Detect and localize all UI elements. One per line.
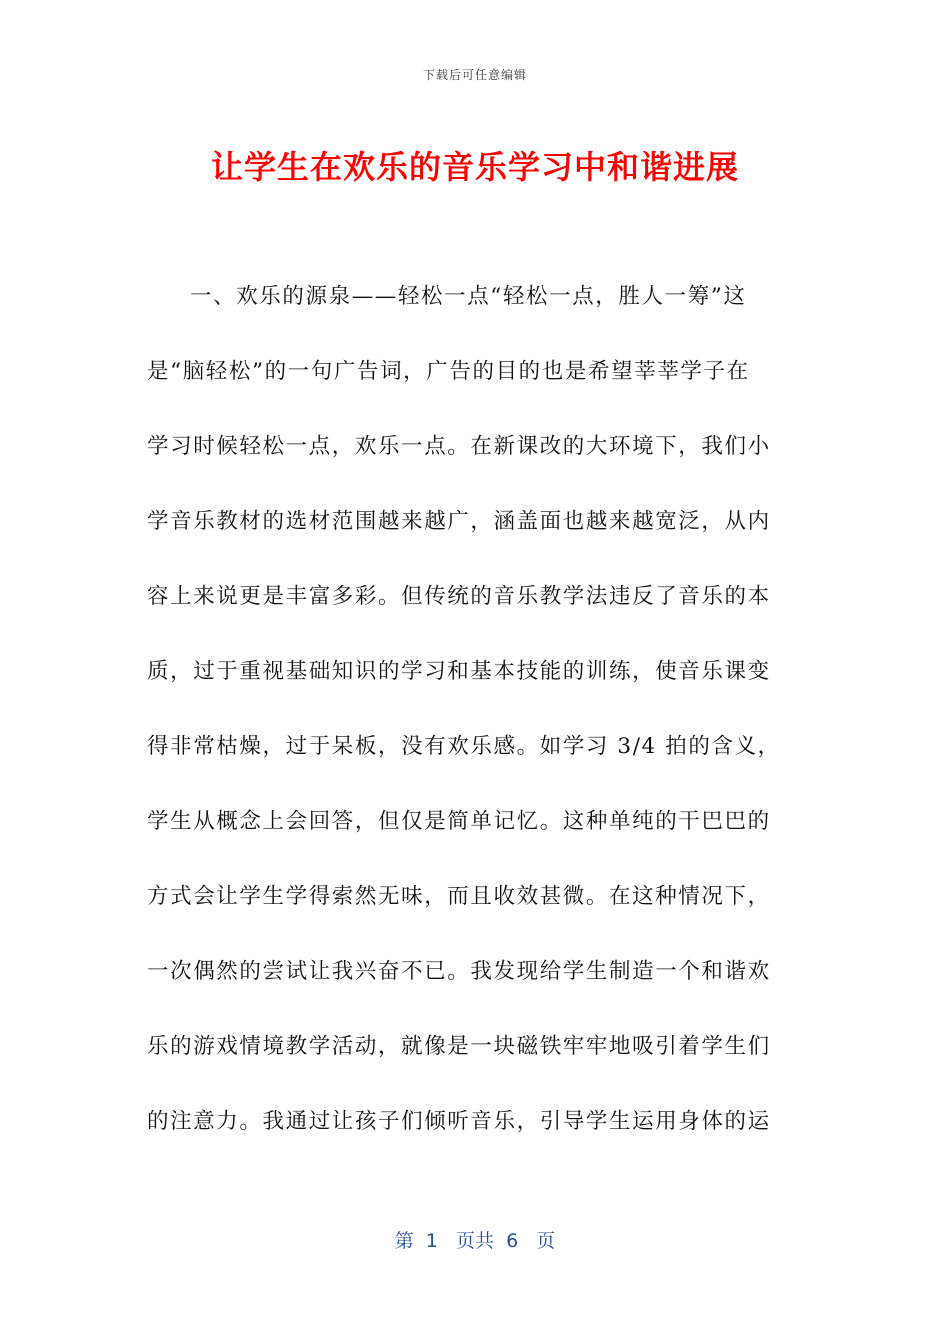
body-line: 学习时候轻松一点，欢乐一点。在新课改的大环境下，我们小 <box>147 434 771 459</box>
body-line: 的注意力。我通过让孩子们倾听音乐，引导学生运用身体的运 <box>147 1109 771 1134</box>
page-header-note: 下载后可任意编辑 <box>422 68 527 82</box>
document-title: 让学生在欢乐的音乐学习中和谐进展 <box>210 148 739 186</box>
body-line: 学生从概念上会回答，但仅是简单记忆。这种单纯的干巴巴的 <box>147 809 771 834</box>
body-line: 一、欢乐的源泉——轻松一点“轻松一点，胜人一筹”这 <box>190 284 747 309</box>
body-line: 是“脑轻松”的一句广告词，广告的目的也是希望莘莘学子在 <box>147 359 750 384</box>
body-line: 容上来说更是丰富多彩。但传统的音乐教学法违反了音乐的本 <box>147 584 771 609</box>
page-number-footer: 第 1 页共 6 页 <box>394 1230 556 1252</box>
body-line: 一次偶然的尝试让我兴奋不已。我发现给学生制造一个和谐欢 <box>147 959 771 984</box>
body-line: 质，过于重视基础知识的学习和基本技能的训练，使音乐课变 <box>147 659 771 684</box>
body-line: 方式会让学生学得索然无味，而且收效甚微。在这种情况下， <box>147 884 771 909</box>
body-line: 乐的游戏情境教学活动，就像是一块磁铁牢牢地吸引着学生们 <box>147 1034 771 1059</box>
body-line: 得非常枯燥，过于呆板，没有欢乐感。如学习 3/4 拍的含义， <box>147 734 781 759</box>
body-line: 学音乐教材的选材范围越来越广，涵盖面也越来越宽泛，从内 <box>147 509 771 534</box>
body-text <box>147 272 807 1172</box>
